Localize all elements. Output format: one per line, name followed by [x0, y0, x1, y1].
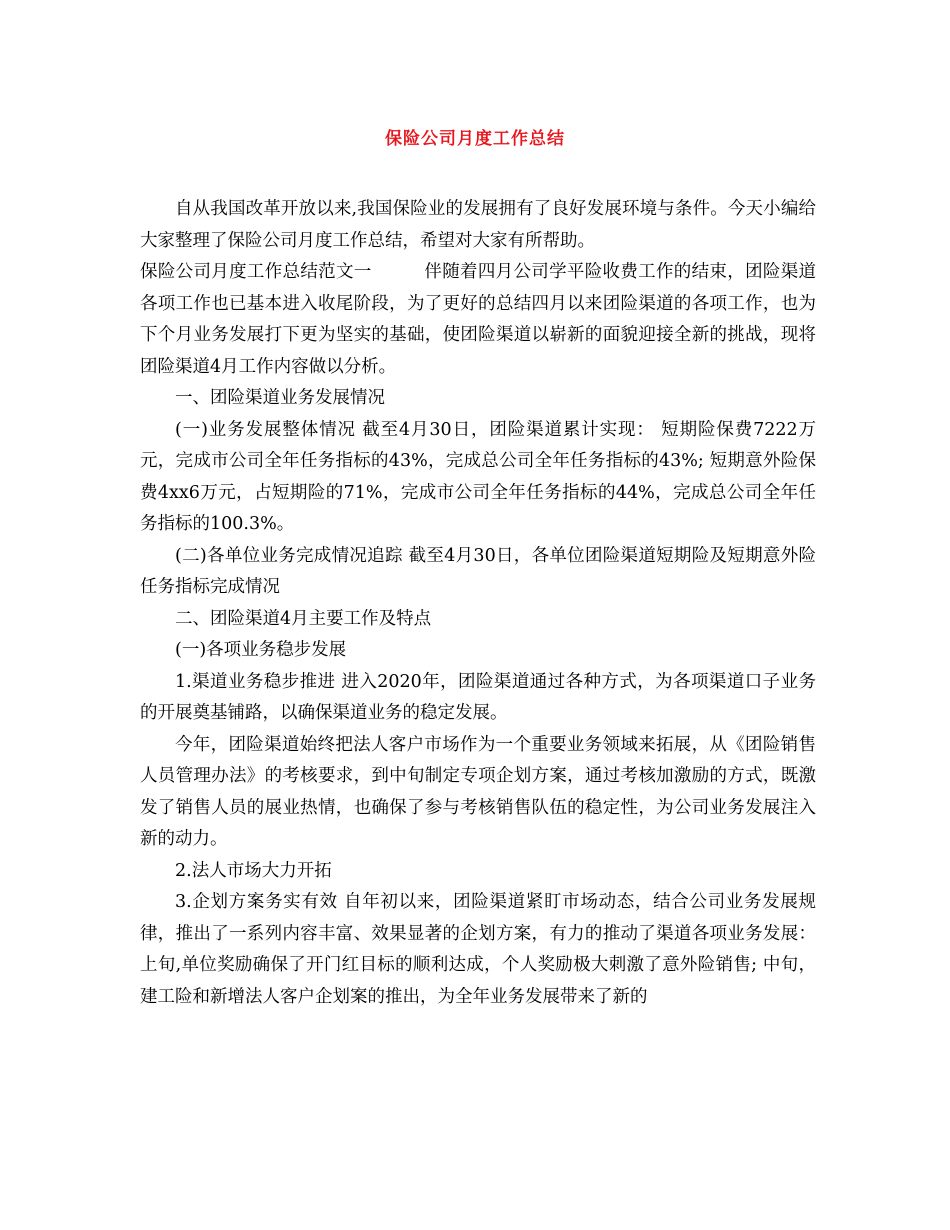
paragraph-item-3: 3.企划方案务实有效 自年初以来，团险渠道紧盯市场动态，结合公司业务发展规律，推出了一系列内容丰富、效果显著的企划方案，有力的推动了渠道各项业务发展：上旬,单位奖励确保了开门红目标的顺利达成，个人奖励极大刺激了意外险销售; 中旬，建工险和新增法人客户企划案的推出，为全年业务发展带来了新的 [140, 892, 816, 1007]
section-heading-1: 一、团险渠道业务发展情况 [175, 388, 385, 408]
paragraph-item-1: 1.渠道业务稳步推进 进入2020年，团险渠道通过各种方式，为各项渠道口子业务的开展奠基铺路，以确保渠道业务的稳定发展。 [140, 671, 816, 723]
paragraph-item-2: 2.法人市场大力开拓 [175, 860, 332, 881]
document-title: 保险公司月度工作总结 [385, 129, 565, 149]
document-body [140, 194, 816, 1013]
paragraph-intro: 自从我国改革开放以来,我国保险业的发展拥有了良好发展环境与条件。今天小编给大家整理了保险公司月度工作总结，希望对大家有所帮助。 [140, 199, 816, 251]
paragraph-item-1-detail: 今年，团险渠道始终把法人客户市场作为一个重要业务领域来拓展，从《团险销售人员管理办法》的考核要求，到中旬制定专项企划方案，通过考核加激励的方式，既激发了销售人员的展业热情，也确保了参与考核销售队伍的稳定性，为公司业务发展注入新的动力。 [140, 734, 816, 849]
paragraph-sample [140, 257, 816, 383]
sample-heading: 保险公司月度工作总结范文一 [140, 262, 372, 282]
section-heading-2: 二、团险渠道4月主要工作及特点 [175, 608, 432, 629]
paragraph-section-1-2: (二)各单位业务完成情况追踪 截至4月30日，各单位团险渠道短期险及短期意外险任务指标完成情况 [140, 545, 816, 597]
paragraph-section-1-1: (一)业务发展整体情况 截至4月30日，团险渠道累计实现： 短期险保费7222万元，完成市公司全年任务指标的43%，完成总公司全年任务指标的43%; 短期意外险保费4xx6万元，占短期险的71%，完成市公司全年任务指标的44%，完成总公司全年任务指标的100.3%。 [140, 419, 816, 534]
subsection-heading-2-1: (一)各项业务稳步发展 [175, 640, 347, 660]
sample-opening: 伴随着四月公司学平险收费工作的结束，团险渠道各项工作也已基本进入收尾阶段，为了更好的总结四月以来团险渠道的各项工作，也为下个月业务发展打下更为坚实的基础，使团险渠道以崭新的面貌迎接全新的挑战，现将团险渠道4月工作内容做以分析。 [140, 262, 817, 377]
